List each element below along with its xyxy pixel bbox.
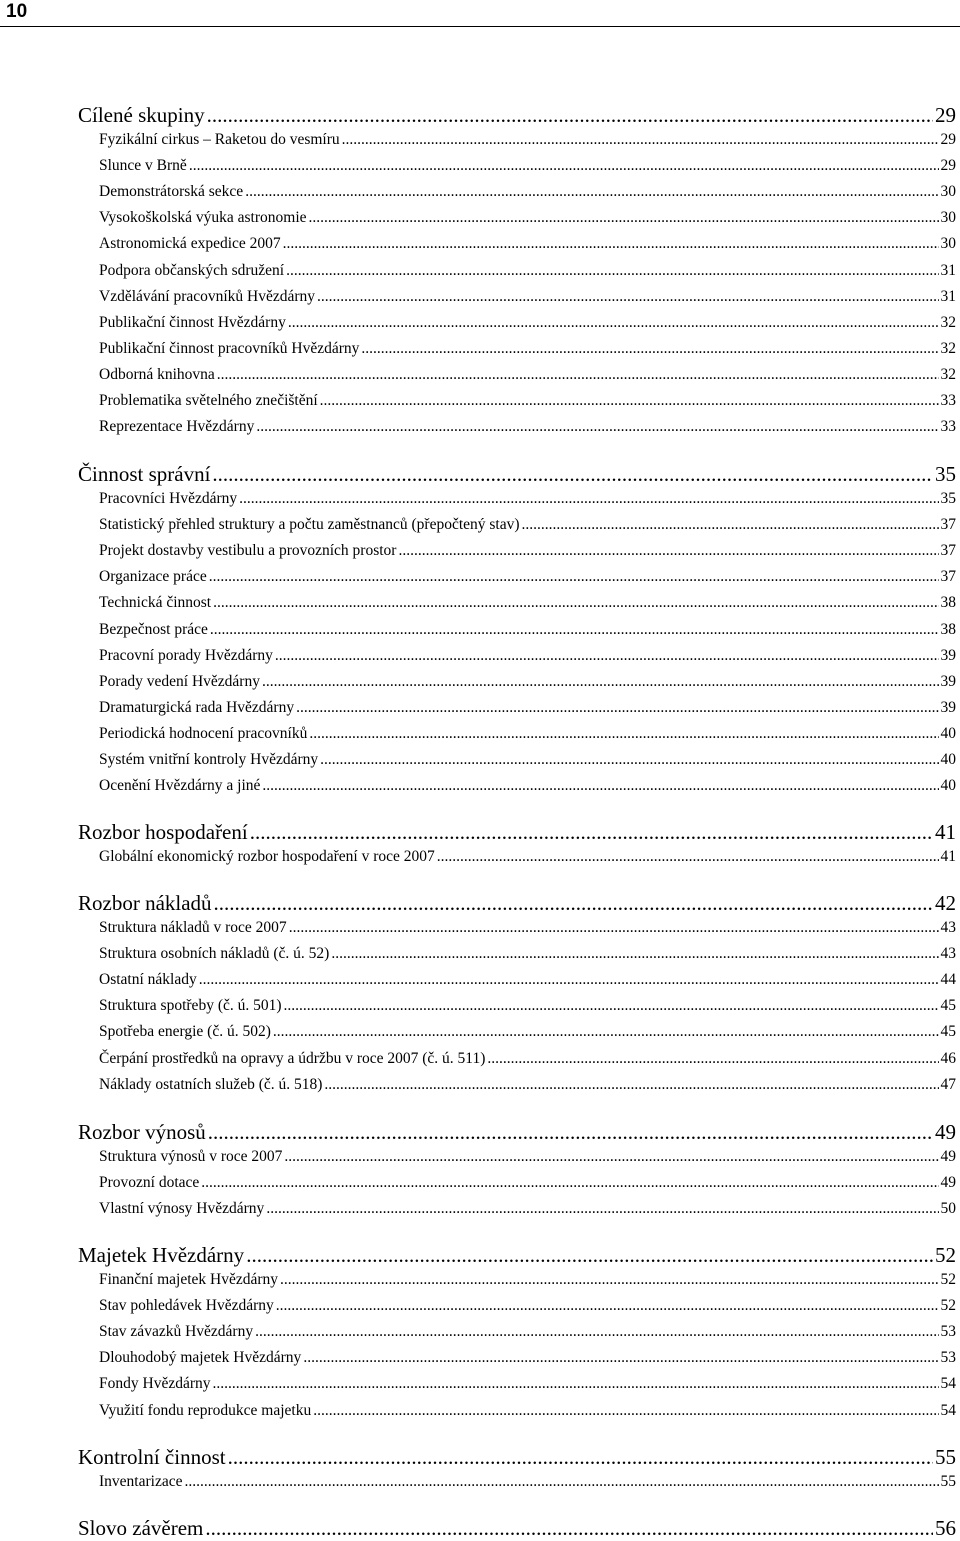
- toc-entry-title: Náklady ostatních služeb (č. ú. 518): [99, 1075, 323, 1093]
- toc-entry[interactable]: [99, 918, 956, 938]
- toc-entry-title: Vzdělávání pracovníků Hvězdárny: [99, 287, 316, 305]
- toc-entry-title: Využití fondu reprodukce majetku: [99, 1401, 312, 1419]
- toc-entry-title: Periodická hodnocení pracovníků: [99, 724, 308, 742]
- toc-leader-dots: [317, 287, 938, 307]
- toc-entry[interactable]: [99, 417, 956, 437]
- toc-leader-dots: [289, 918, 939, 938]
- toc-leader-dots: [245, 182, 938, 202]
- toc-entry-page: 35: [940, 490, 956, 507]
- toc-entry-page: 32: [940, 313, 956, 331]
- toc-entry-title: Odborná knihovna: [99, 365, 215, 383]
- toc-entry-page: 43: [940, 945, 956, 963]
- toc-section-title: Cílené skupiny: [78, 103, 205, 127]
- toc-leader-dots: [213, 1374, 939, 1394]
- toc-entry-page: 30: [940, 235, 956, 253]
- toc-entry[interactable]: [99, 1173, 956, 1193]
- toc-entry[interactable]: [99, 970, 956, 990]
- toc-leader-dots: [284, 996, 939, 1016]
- toc-section-page: 56: [935, 1516, 956, 1540]
- toc-leader-dots: [184, 1472, 938, 1492]
- toc-section[interactable]: [78, 819, 956, 845]
- toc-entry-page: 45: [940, 997, 956, 1015]
- toc-entry-page: 32: [940, 365, 956, 383]
- toc-entry-title: Stav pohledávek Hvězdárny: [99, 1297, 274, 1315]
- toc-entry[interactable]: [99, 620, 956, 640]
- toc-entry-title: Demonstrátorská sekce: [99, 183, 244, 201]
- toc-entry-page: 30: [940, 183, 956, 201]
- toc-section-page: 55: [935, 1445, 956, 1469]
- toc-leader-dots: [286, 261, 938, 281]
- toc-entry-page: 37: [940, 568, 956, 586]
- toc-entry[interactable]: [99, 847, 956, 867]
- toc-entry[interactable]: [99, 515, 956, 535]
- toc-leader-dots: [320, 391, 939, 411]
- toc-entry-title: Organizace práce: [99, 568, 207, 586]
- toc-entry[interactable]: [99, 287, 956, 307]
- toc-entry-page: 33: [940, 418, 956, 436]
- toc-section[interactable]: [78, 890, 956, 916]
- toc-entry-page: 40: [940, 777, 956, 795]
- toc-entry[interactable]: [99, 391, 956, 411]
- toc-entry[interactable]: [99, 1322, 956, 1342]
- toc-entry-page: 43: [940, 919, 956, 936]
- toc-leader-dots: [239, 489, 938, 509]
- toc-leader-dots: [320, 750, 938, 770]
- toc-entry-title: Inventarizace: [99, 1473, 183, 1490]
- toc-entry-title: Reprezentace Hvězdárny: [99, 418, 255, 436]
- toc-entry[interactable]: [99, 1374, 956, 1394]
- toc-section-title: Rozbor hospodaření: [78, 820, 248, 844]
- toc-section-title: Rozbor nákladů: [78, 891, 212, 915]
- toc-entry-page: 38: [940, 594, 956, 612]
- toc-entry-page: 54: [940, 1401, 956, 1419]
- toc-entry-title: Struktura výnosů v roce 2007: [99, 1148, 283, 1165]
- toc-leader-dots: [276, 1296, 939, 1316]
- toc-leader-dots: [201, 1173, 938, 1193]
- toc-leader-dots: [189, 156, 939, 176]
- toc-entry-page: 39: [940, 698, 956, 716]
- toc-entry[interactable]: [99, 1022, 956, 1042]
- toc-leader-dots: [283, 234, 939, 254]
- toc-entry-title: Globální ekonomický rozbor hospodaření v roce 2007: [99, 848, 435, 865]
- toc-leader-dots: [213, 593, 938, 613]
- toc-entry-page: 54: [940, 1375, 956, 1393]
- toc-entry[interactable]: [99, 313, 956, 333]
- toc-section-page: 29: [935, 103, 956, 127]
- toc-entry-page: 45: [940, 1023, 956, 1041]
- toc-leader-dots: [266, 1199, 938, 1219]
- toc-entry-title: Dramaturgická rada Hvězdárny: [99, 698, 295, 716]
- toc-section-page: 49: [935, 1120, 956, 1144]
- toc-entry-title: Čerpání prostředků na opravy a údržbu v roce 2007 (č. ú. 511): [99, 1049, 486, 1067]
- toc-entry[interactable]: [99, 541, 956, 561]
- toc-entry-title: Finanční majetek Hvězdárny: [99, 1271, 279, 1288]
- toc-leader-dots: [313, 1401, 938, 1421]
- toc-leader-dots: [309, 208, 939, 228]
- toc-entry-title: Technická činnost: [99, 594, 212, 612]
- toc-section-title: Majetek Hvězdárny: [78, 1243, 245, 1267]
- toc-entry-page: 30: [940, 209, 956, 227]
- toc-entry[interactable]: [99, 567, 956, 587]
- toc-section[interactable]: [78, 1242, 956, 1268]
- toc-entry[interactable]: [99, 944, 956, 964]
- toc-entry[interactable]: [99, 1472, 956, 1492]
- toc-entry[interactable]: [99, 365, 956, 385]
- toc-leader-dots: [331, 944, 938, 964]
- toc-entry[interactable]: [99, 698, 956, 718]
- toc-entry-page: 32: [940, 339, 956, 357]
- toc-entry-page: 49: [940, 1174, 956, 1192]
- toc-leader-dots: [324, 1075, 938, 1095]
- toc-entry-title: Pracovníci Hvězdárny: [99, 490, 238, 507]
- toc-entry-page: 44: [940, 971, 956, 989]
- toc-leader-dots: [275, 646, 939, 666]
- toc-entry-title: Bezpečnost práce: [99, 620, 208, 638]
- toc-entry-title: Stav závazků Hvězdárny: [99, 1323, 254, 1341]
- toc-entry[interactable]: [99, 1296, 956, 1316]
- toc-leader-dots: [284, 1147, 938, 1167]
- toc-entry-page: 53: [940, 1323, 956, 1341]
- toc-entry-page: 40: [940, 751, 956, 768]
- toc-entry[interactable]: [99, 234, 956, 254]
- toc-entry[interactable]: [99, 593, 956, 613]
- toc-entry[interactable]: [99, 672, 956, 692]
- toc-entry-title: Vysokoškolská výuka astronomie: [99, 209, 307, 227]
- toc-section-page: 42: [935, 891, 956, 915]
- toc-entry-title: Fyzikální cirkus – Raketou do vesmíru: [99, 131, 340, 148]
- toc-entry-page: 31: [940, 287, 956, 305]
- toc-entry[interactable]: [99, 1401, 956, 1421]
- toc-leader-dots: [208, 1119, 933, 1145]
- toc-entry-title: Pracovní porady Hvězdárny: [99, 646, 273, 664]
- toc-entry-page: 37: [940, 516, 956, 534]
- toc-entry[interactable]: [99, 1348, 956, 1368]
- toc-entry-title: Provozní dotace: [99, 1174, 200, 1192]
- toc-section-title: Slovo závěrem: [78, 1516, 204, 1540]
- toc-entry[interactable]: [99, 130, 956, 150]
- toc-leader-dots: [250, 819, 933, 845]
- toc-leader-dots: [207, 102, 933, 128]
- toc-entry-title: Podpora občanských sdružení: [99, 261, 285, 279]
- toc-section-page: 35: [935, 462, 956, 486]
- toc-entry[interactable]: [99, 182, 956, 202]
- toc-entry[interactable]: [99, 339, 956, 359]
- toc-entry-title: Statistický přehled struktury a počtu zaměstnanců (přepočtený stav): [99, 516, 520, 534]
- toc-entry-title: Struktura spotřeby (č. ú. 501): [99, 997, 282, 1015]
- toc-section[interactable]: [78, 461, 956, 487]
- toc-entry-title: Porady vedení Hvězdárny: [99, 672, 260, 690]
- toc-leader-dots: [280, 1270, 938, 1290]
- toc-leader-dots: [296, 698, 938, 718]
- toc-entry-page: 39: [940, 646, 956, 664]
- toc-leader-dots: [217, 365, 939, 385]
- toc-entry[interactable]: [99, 489, 956, 509]
- toc-entry[interactable]: [99, 1270, 956, 1290]
- toc-section-page: 41: [935, 820, 956, 844]
- toc-entry-title: Ostatní náklady: [99, 971, 197, 989]
- toc-leader-dots: [228, 1444, 933, 1470]
- toc-leader-dots: [255, 1322, 938, 1342]
- toc-entry-page: 38: [940, 620, 956, 638]
- toc-leader-dots: [262, 776, 938, 796]
- page-header: [0, 0, 960, 27]
- toc-entry-title: Problematika světelného znečištění: [99, 392, 318, 409]
- toc-entry-page: 39: [940, 672, 956, 690]
- toc-entry-page: 40: [940, 724, 956, 742]
- toc-leader-dots: [303, 1348, 938, 1368]
- toc-entry-page: 52: [940, 1297, 956, 1315]
- toc-section-title: Činnost správní: [78, 462, 211, 486]
- page-number: 10: [6, 1, 28, 22]
- toc-leader-dots: [210, 620, 939, 640]
- toc-entry[interactable]: [99, 750, 956, 770]
- toc-entry[interactable]: [99, 724, 956, 744]
- toc-entry-title: Astronomická expedice 2007: [99, 235, 281, 253]
- toc-leader-dots: [487, 1049, 938, 1069]
- toc-leader-dots: [288, 313, 939, 333]
- toc-entry-title: Systém vnitřní kontroly Hvězdárny: [99, 751, 319, 768]
- toc-leader-dots: [361, 339, 938, 359]
- toc-section[interactable]: [78, 1444, 956, 1470]
- toc-entry-title: Spotřeba energie (č. ú. 502): [99, 1023, 271, 1041]
- toc-section-page: 52: [935, 1243, 956, 1267]
- toc-entry-title: Ocenění Hvězdárny a jiné: [99, 777, 261, 795]
- toc-entry-page: 52: [940, 1271, 956, 1288]
- toc-entry-page: 29: [940, 157, 956, 175]
- toc-entry-title: Vlastní výnosy Hvězdárny: [99, 1200, 265, 1218]
- toc-entry-title: Publikační činnost Hvězdárny: [99, 313, 286, 331]
- toc-section-title: Rozbor výnosů: [78, 1120, 206, 1144]
- toc-entry[interactable]: [99, 261, 956, 281]
- toc-leader-dots: [205, 1515, 933, 1541]
- toc-entry-title: Dlouhodobý majetek Hvězdárny: [99, 1349, 302, 1367]
- toc-entry[interactable]: [99, 776, 956, 796]
- toc-entry[interactable]: [99, 156, 956, 176]
- toc-entry[interactable]: [99, 996, 956, 1016]
- toc-section[interactable]: [78, 1119, 956, 1145]
- toc-leader-dots: [309, 724, 938, 744]
- toc-leader-dots: [522, 515, 939, 535]
- toc-entry-page: 31: [940, 261, 956, 279]
- toc-entry-page: 50: [940, 1200, 956, 1218]
- toc-entry-page: 41: [940, 848, 956, 865]
- toc-entry-page: 37: [940, 542, 956, 560]
- toc-entry-title: Publikační činnost pracovníků Hvězdárny: [99, 339, 360, 357]
- toc-section[interactable]: [78, 1515, 956, 1541]
- toc-entry-page: 29: [940, 131, 956, 148]
- toc-entry[interactable]: [99, 208, 956, 228]
- toc-entry-page: 47: [940, 1075, 956, 1093]
- toc-entry-title: Fondy Hvězdárny: [99, 1375, 211, 1393]
- toc-entry-title: Projekt dostavby vestibulu a provozních prostor: [99, 542, 397, 560]
- toc-entry-title: Struktura osobních nákladů (č. ú. 52): [99, 945, 330, 963]
- toc-leader-dots: [398, 541, 938, 561]
- toc-entry[interactable]: [99, 646, 956, 666]
- toc-entry[interactable]: [99, 1075, 956, 1095]
- toc-entry-title: Struktura nákladů v roce 2007: [99, 919, 287, 936]
- toc-leader-dots: [256, 417, 938, 437]
- toc-leader-dots: [262, 672, 939, 692]
- toc-entry[interactable]: [99, 1199, 956, 1219]
- toc-entry-title: Slunce v Brně: [99, 157, 187, 175]
- toc-section-title: Kontrolní činnost: [78, 1445, 226, 1469]
- toc-entry-page: 33: [940, 392, 956, 409]
- toc-leader-dots: [342, 130, 939, 150]
- toc-leader-dots: [212, 461, 933, 487]
- toc-entry-page: 53: [940, 1349, 956, 1367]
- toc-entry-page: 49: [940, 1148, 956, 1165]
- toc-section[interactable]: [78, 102, 956, 128]
- toc-leader-dots: [273, 1022, 939, 1042]
- toc-leader-dots: [209, 567, 939, 587]
- toc-leader-dots: [437, 847, 939, 867]
- toc-entry[interactable]: [99, 1147, 956, 1167]
- toc-leader-dots: [246, 1242, 933, 1268]
- toc-entry-page: 46: [940, 1049, 956, 1067]
- toc-leader-dots: [214, 890, 933, 916]
- toc-leader-dots: [199, 970, 939, 990]
- toc-entry-page: 55: [940, 1473, 956, 1490]
- toc-entry[interactable]: [99, 1049, 956, 1069]
